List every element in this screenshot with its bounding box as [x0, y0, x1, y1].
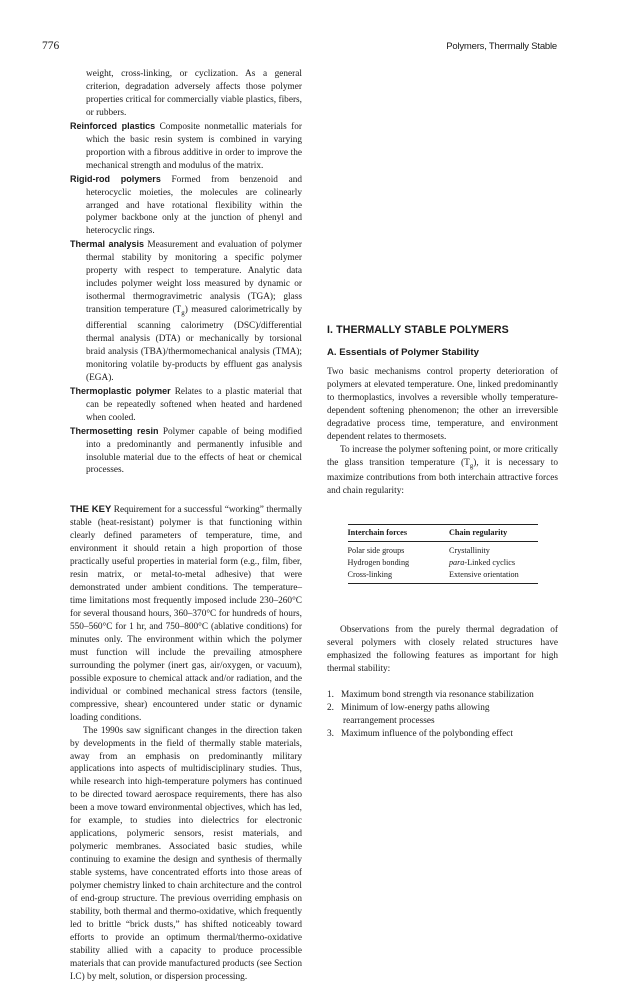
glossary-definition: Relates to a plastic material that can be repeatedly softened when heated and hardened when cooled.	[86, 386, 302, 423]
list-text-cont: rearrangement processes	[343, 716, 435, 727]
glossary-term: Thermal analysis	[70, 239, 145, 250]
table-cell	[421, 557, 538, 569]
list-number: 1.	[327, 690, 334, 701]
page-number: 776	[42, 40, 60, 52]
history-paragraph: The 1990s saw significant changes in the direction taken by developments in the field of thermally stable materials, away from an emphasis on predominantly military applications into aspects of multidisciplinary studies. Thus, while research into high-temperature polymers has continued to be directed toward aerospace requirements, there has also been a move toward environmental objectives, which has led, for example, to studies into dielectrics for electronic applications, polymeric sensors, resist materials, and polymeric membranes. Associated basic studies, while continuing to examine the design and synthesis of thermally stable systems, have concentrated efforts into those areas of polymer chemistry linked to chain architecture and the control of end-group structure. The previous overriding emphasis on stability, both thermal and thermo-oxidative, which frequently led to brittle “brick dusts,” has shifted noticeably toward efforts to provide an optimum thermal/thermo-oxidative stability allied with a capacity to produce processible materials that can provide manufactured products (see Section I.C) by melt, solution, or dispersion processing.	[70, 725, 302, 982]
section-paragraph-1: Two basic mechanisms control property deterioration of polymers at elevated temperature. One, linked predominantly to thermoplastics, involves a reversible wholly temperature-dependent softening phenomenon; the other an irreversible degradative process time, temperature, and environment dependent relates to thermosets.	[327, 366, 558, 442]
cell-suffix: -Linked cyclics	[464, 558, 516, 568]
para2-text: To increase the polymer softening point, or more critically the glass transition temperature (T	[327, 444, 558, 468]
left-column	[70, 68, 302, 984]
table-cell: Hydrogen bonding	[347, 558, 410, 568]
glossary-term: Reinforced plastics	[70, 120, 156, 131]
table-header: Chain regularity	[421, 525, 538, 542]
table-row	[348, 542, 538, 558]
table-cell: Crystallinity	[448, 546, 490, 556]
section-heading: I. THERMALLY STABLE POLYMERS	[327, 324, 509, 336]
key-paragraph	[70, 504, 302, 724]
key-text: Requirement for a successful “working” thermally stable (heat-resistant) polymer is that functioning within clearly defined parameters of temperature, time, and environment it should retain a high proportion of those practically useful properties in material form (e.g., film, fiber, resin matrix, or metal-to-metal adhesive) that were demonstrated under ambient conditions. The temperature–time limitations most frequently imposed include 230–260°C for several thousand hours, 360–370°C for hundreds of hours, 550–560°C for 1 hr, and 750–800°C (ablative conditions) for minutes only. The environment within which the polymer must function will include the prevailing atmosphere surrounding the polymer (inert gas, air/oxygen, or vacuum), possible exposure to chemical attack and/or radiation, and the individual or combined mechanical stress factors (tensile, compressive, shear) encountered under static or dynamic loading conditions.	[70, 505, 303, 723]
table-cell: Cross-linking	[348, 569, 421, 584]
glossary-term: Thermoplastic polymer	[70, 385, 171, 396]
italic-prefix: para	[448, 558, 465, 568]
right-column	[327, 68, 558, 741]
list-item	[327, 728, 558, 741]
glossary-term: Rigid-rod polymers	[70, 173, 161, 184]
list-text: Minimum of low-energy paths allowing	[340, 703, 490, 714]
features-list	[327, 689, 558, 741]
list-number: 2.	[327, 703, 334, 714]
glossary-entry	[70, 385, 302, 425]
glossary-definition: Measurement and evaluation of polymer thermal stability by monitoring a specific polymer property with respect to temperature. Analytic data includes polymer weight loss measured by dynamic or isothermal thermogravimetric analysis (TGA); glass transition temperature (T	[86, 240, 302, 316]
forces-table	[348, 524, 538, 584]
glossary-lead-in: weight, cross-linking, or cyclization. As a general criterion, degradation adversely affects those polymer properties critical for commercially viable plastics, fibers, or rubbers.	[86, 69, 302, 118]
list-text: Maximum influence of the polybonding effect	[340, 728, 514, 739]
table-row	[348, 557, 538, 569]
list-number: 3.	[327, 728, 334, 739]
glossary-entry	[70, 238, 302, 384]
glossary-definition-cont: ) measured calorimetrically by differential scanning calorimetry (DSC)/differential thermal analysis (DTA) or mechanically by torsional braid analysis (TBA)/thermomechanical analysis (TMA); monitoring volatile by-products by effluent gas analysis (EGA).	[86, 305, 303, 383]
section-subheading: A. Essentials of Polymer Stability	[327, 346, 479, 358]
key-lead: THE KEY	[70, 504, 112, 516]
table-row	[348, 569, 538, 584]
glossary-entry	[70, 120, 302, 173]
subscript-g: g	[181, 309, 185, 318]
subscript-g: g	[469, 461, 474, 470]
glossary-entry	[70, 173, 302, 239]
section-paragraph-2	[327, 444, 558, 499]
table-header: Interchain forces	[348, 525, 421, 542]
glossary-definition: Polymer capable of being modified into a predominantly and permanently infusible and insoluble material due to the effects of heat or chemical processes.	[86, 426, 302, 476]
glossary-definition: Formed from benzenoid and heterocyclic moieties, the molecules are colinearly arranged and have rotational flexibility within the polymer backbone only at the junction of phenyl and heterocyclic rings.	[86, 174, 302, 237]
list-item	[327, 702, 558, 728]
para2-text-cont: ), it is necessary to maximize contributions from both interchain attractive forces and chain regularity:	[327, 457, 558, 497]
list-item	[327, 689, 558, 702]
glossary-term: Thermosetting resin	[70, 425, 159, 436]
section-paragraph-3: Observations from the purely thermal degradation of several polymers with closely related structures have emphasized the following features as important for high thermal stability:	[327, 625, 558, 675]
running-title: Polymers, Thermally Stable	[446, 41, 557, 52]
glossary-definition: Composite nonmetallic materials for which the basic resin system is combined in varying proportion with a fibrous additive in order to improve the mechanical strength and modulus of the matrix.	[86, 121, 303, 171]
list-text: Maximum bond strength via resonance stabilization	[340, 690, 534, 701]
glossary-entry	[70, 425, 302, 478]
table-cell: Extensive orientation	[421, 569, 538, 584]
table-cell: Polar side groups	[347, 546, 405, 556]
